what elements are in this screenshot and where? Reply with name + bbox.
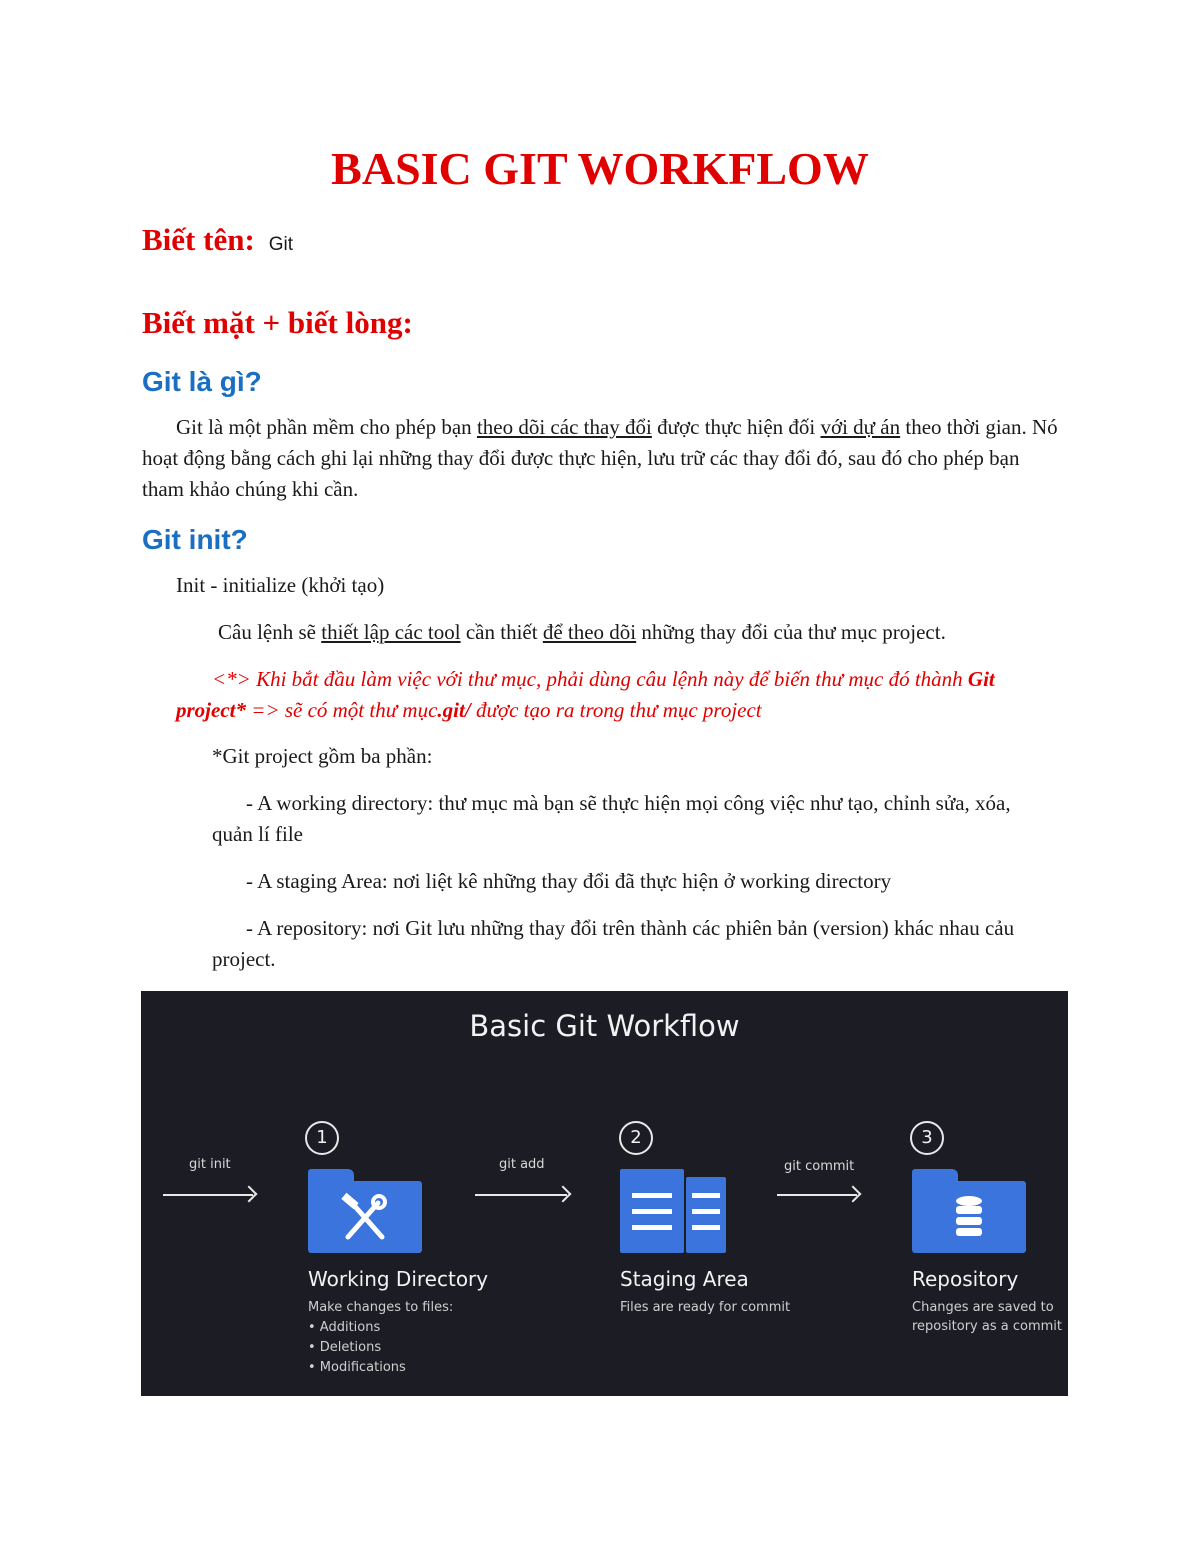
workflow-title: Basic Git Workflow [469, 1009, 740, 1043]
step-number-3: 3 [910, 1121, 944, 1155]
text-span: <*> Khi bắt đầu làm việc với thư mục, phải dùng câu lệnh này để biến thư mục đó thành [212, 667, 968, 691]
underlined-text: thiết lập các tool [321, 620, 461, 644]
git-dir-text: .git/ [437, 698, 471, 722]
database-icon [912, 1181, 1026, 1253]
staged-files-icon [620, 1169, 728, 1255]
init-definition: Init - initialize (khởi tạo) [176, 573, 385, 597]
step1-bullet: • Modifications [308, 1360, 406, 1375]
text-span: những thay đổi của thư mục project. [636, 620, 946, 644]
name-heading [142, 222, 293, 258]
init-command-description [218, 617, 946, 648]
step1-desc: Make changes to files: [308, 1300, 454, 1315]
folder-tools-icon [308, 1181, 422, 1253]
bold-text: Git project* [176, 667, 995, 722]
init-note [176, 664, 1066, 726]
arrow-right-icon [475, 1194, 567, 1196]
underlined-text: theo dõi các thay đổi [476, 415, 652, 439]
text-span: => sẽ có một thư mục [245, 698, 438, 722]
text-span: được tạo ra trong thư mục project [470, 698, 762, 722]
text-span: theo thời gian. Nó hoạt động bằng cách ghi lại những thay đổi được thực hiện, lưu trữ các thay đổi đó, sau đó cho phép bạn tham khảo chúng khi cần. [142, 415, 1058, 501]
folder-database-icon [912, 1181, 1026, 1253]
part-staging-area: - A staging Area: nơi liệt kê những thay đổi đã thực hiện ở working directory [246, 869, 892, 893]
step3-name: Repository [912, 1267, 1019, 1291]
cmd-git-add: git add [499, 1157, 545, 1172]
arrow-right-icon [777, 1194, 857, 1196]
hammer-wrench-icon [308, 1181, 422, 1253]
git-init-heading: Git init? [142, 524, 248, 555]
part-repository: - A repository: nơi Git lưu những thay đổi trên thành các phiên bản (version) khác nhau cảu project. [212, 916, 1015, 971]
underlined-text: với dự án [820, 415, 901, 439]
page-title: BASIC GIT WORKFLOW [331, 143, 869, 194]
face-heading: Biết mặt + biết lòng: [142, 305, 413, 340]
step2-desc: Files are ready for commit [620, 1300, 791, 1315]
step1-name: Working Directory [308, 1267, 489, 1291]
name-label: Biết tên: [142, 222, 255, 257]
name-value: Git [268, 234, 294, 255]
text-span: Git là một phần mềm cho phép bạn [176, 415, 477, 439]
step1-bullet: • Deletions [308, 1340, 382, 1355]
text-span: được thực hiện đối [651, 415, 821, 439]
text-span: cần thiết [460, 620, 543, 644]
what-is-git-heading: Git là gì? [142, 366, 262, 397]
what-is-git-paragraph [142, 412, 1062, 505]
cmd-git-commit: git commit [784, 1159, 855, 1174]
underlined-text: để theo dõi [542, 620, 637, 644]
cmd-git-init: git init [189, 1157, 231, 1172]
step3-desc: Changes are saved to [912, 1300, 1054, 1315]
part-working-directory: - A working directory: thư mục mà bạn sẽ thực hiện mọi công việc như tạo, chỉnh sửa, xóa, quản lí file [212, 791, 1011, 846]
workflow-figure [141, 991, 1068, 1396]
step-number-1: 1 [305, 1121, 339, 1155]
arrow-right-icon [163, 1194, 253, 1196]
step1-bullet: • Additions [308, 1320, 381, 1335]
text-span: Câu lệnh sẽ [218, 620, 322, 644]
step3-desc: repository as a commit [912, 1319, 1062, 1334]
parts-intro: *Git project gồm ba phần: [212, 744, 433, 768]
step2-name: Staging Area [620, 1267, 749, 1291]
step-number-2: 2 [619, 1121, 653, 1155]
